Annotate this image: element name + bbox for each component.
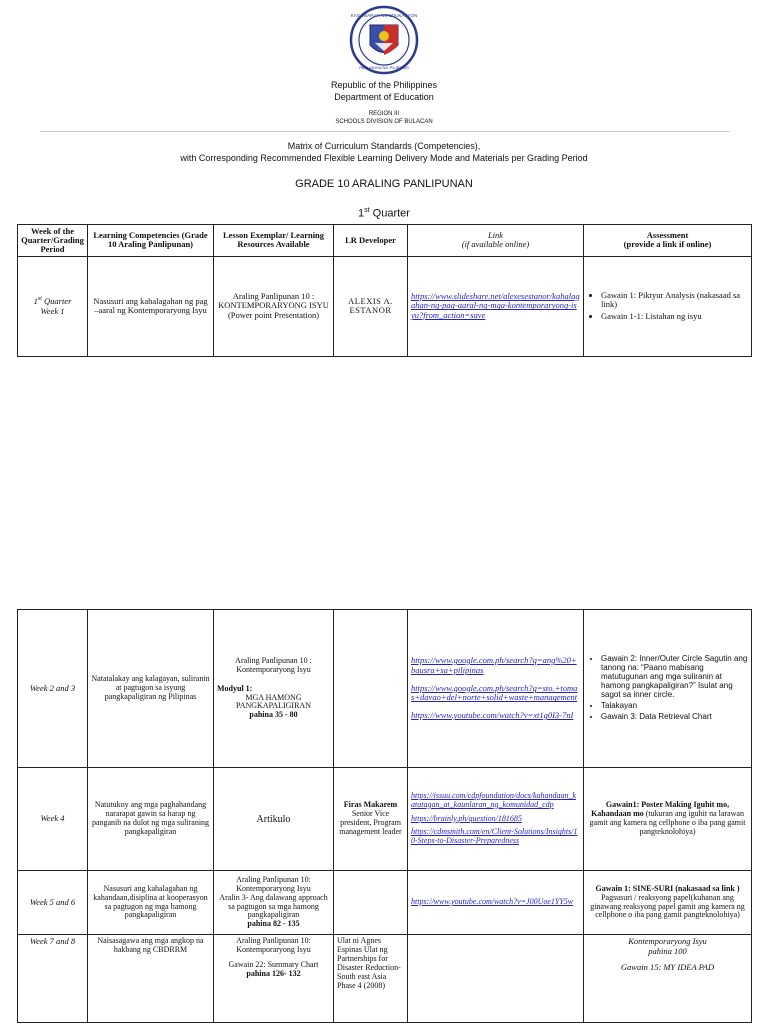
row3-developer-name: Firas Makarem xyxy=(343,800,398,810)
row3-competency: Natutukoy ang mga paghahandang nararapat gawin sa harap ng panganib na dulot ng mga suliraning pangkapaligiran xyxy=(88,768,214,871)
row5-assessment-line3: Gawain 15: MY IDEA PAD xyxy=(620,961,715,972)
row3-link[interactable]: https://issuu.com/cdpfoundation/docs/kahandaan_katatagan_at_kaunlaran_ng_komunidad_cdp xyxy=(411,790,577,809)
row2-module-title: MGA HAMONG PANGKAPALIGIRAN xyxy=(236,692,311,711)
row4-assessment-text: Pagsusuri / reaksyong papel(kuhanan ang ginawang reaksyong papel gamit ang kamera ng cellphone o iba pang gamit pangteknolohiya) xyxy=(590,892,745,920)
seal-bottom-text: REPUBLIKA NG PILIPINAS xyxy=(359,65,409,70)
header-assessment xyxy=(584,225,752,257)
row2-link[interactable]: https://www.youtube.com/watch?v=xt1g0I3-7nI xyxy=(411,710,574,721)
division-text: SCHOOLS DIVISION OF BULACAN xyxy=(335,119,433,125)
row1-assessment-item: • Gawain 1: Piktyur Analysis (nakasaad sa link) xyxy=(601,291,748,311)
row2-assessment-item: • Gawain 2: Inner/Outer Circle Sagutin ang tanong na: “Paano mabisang matutugunan ang mga suliranin at hamong pangkapaligiran?” Isulat ang sagot sa inner circle. xyxy=(601,655,748,700)
row5-assessment xyxy=(584,935,752,1023)
row2-week: Week 2 and 3 xyxy=(18,610,88,768)
row2-link[interactable]: https://www.google.com.ph/search?q=sto.+tomas+davao+del+norte+solid+waste+management xyxy=(411,682,578,703)
row4-competency: Nasusuri ang kahalagahan ng kahandaan,disiplina at kooperasyon sa pagtugon ng mga hamong pangkapaligiran xyxy=(88,871,214,935)
row2-assessment-item: • Talakayan xyxy=(601,702,748,711)
row4-link-cell xyxy=(408,871,584,935)
row4-assessment xyxy=(584,871,752,935)
row3-exemplar: Artikulo xyxy=(214,768,334,871)
row2-exemplar xyxy=(214,610,334,768)
department-text: Department of Education xyxy=(334,92,434,102)
row5-exemplar-line2: Gawain 22: Summary Chart xyxy=(228,959,319,969)
header-developer: LR Developer xyxy=(334,225,408,257)
row1-assessment xyxy=(584,256,752,356)
row3-assessment xyxy=(584,768,752,871)
row4-exemplar xyxy=(214,871,334,935)
row4-exemplar-line2: Aralin 3- Ang dalawang approach sa pagtugon sa mga hamong pangkapaligiran xyxy=(219,892,328,920)
header-link-sub: (if available online) xyxy=(461,239,530,250)
header-link-title: Link xyxy=(487,230,504,241)
row3-week: Week 4 xyxy=(18,768,88,871)
row3-link[interactable]: https://brainly.ph/question/181685 xyxy=(411,813,522,823)
table-row xyxy=(18,768,752,871)
header-competencies: Learning Competencies (Grade 10 Araling Panlipunan) xyxy=(88,225,214,257)
table-header-row xyxy=(18,225,752,257)
row5-pages: pahina 126- 132 xyxy=(246,968,301,978)
republic-text: Republic of the Philippines xyxy=(330,80,438,90)
quarter-number: 1 xyxy=(358,207,365,220)
header-divider xyxy=(40,131,730,132)
table-row xyxy=(18,610,752,768)
row2-link[interactable]: https://www.google.com.ph/search?q=ang%20+bausra+sa+pilipinas xyxy=(411,655,577,675)
competency-table-q1 xyxy=(17,224,752,357)
row5-link-cell xyxy=(408,935,584,1023)
row5-exemplar xyxy=(214,935,334,1023)
table-row xyxy=(18,935,752,1023)
row1-week: 1st Quarter Week 1 xyxy=(18,256,88,356)
header-assessment-sub: (provide a link if online) xyxy=(623,239,712,250)
row5-competency: Naisasagawa ang mga angkop na hakbang ng CBDRRM xyxy=(88,935,214,1023)
row2-links xyxy=(408,610,584,768)
row4-link[interactable]: https://www.youtube.com/watch?v=J00Uoe1YY5w xyxy=(411,897,574,907)
deped-seal xyxy=(339,5,429,75)
row3-developer xyxy=(334,768,408,871)
row2-exemplar-line1: Araling Panlipunan 10 : Kontemporaryong Isyu xyxy=(235,655,312,674)
row2-assessment xyxy=(584,610,752,768)
header-assessment-title: Assessment xyxy=(646,230,689,241)
competency-table-continued xyxy=(17,609,752,1023)
row5-assessment-line1: Kontemporaryong Isyu xyxy=(628,936,707,946)
row5-developer: Ulat ni Agnes Espinas Ulat ng Partnerships for Disaster Reduction-South east Asia Phase 4 (2008) xyxy=(334,935,408,1023)
row3-link[interactable]: https://cdmsmith.com/en/Client-Solutions/Insights/10-Steps-to-Disaster-Preparedness xyxy=(411,827,578,846)
region-text: REGION III xyxy=(368,111,400,117)
row4-exemplar-line1: Araling Panlipunan 10: Kontemporaryong Isyu xyxy=(236,874,311,893)
row2-module-label: Modyul 1: xyxy=(217,683,253,693)
row4-week: Week 5 and 6 xyxy=(18,871,88,935)
row5-assessment-line2: pahina 100 xyxy=(648,945,687,956)
header-link xyxy=(408,225,584,257)
header-exemplar: Lesson Exemplar/ Learning Resources Available xyxy=(214,225,334,257)
row2-assessment-item: • Gawain 3: Data Retrieval Chart xyxy=(601,713,748,722)
row5-exemplar-line1: Araling Panlipunan 10: Kontemporaryong Isyu xyxy=(236,936,311,954)
row3-assessment-text: (tukuran ang iguhit na larawan gamit ang kamera ng cellphone o iba pang gamit pangteknolohiya) xyxy=(589,809,746,836)
row1-competency: Nasusuri ang kahalagahan ng pag –aaral ng Kontemporaryong Isyu xyxy=(88,256,214,356)
row3-assessment-title: Gawain1: Poster Making Iguhit mo, Kahandaan mo xyxy=(591,800,730,819)
header-week: Week of the Quarter/Grading Period xyxy=(18,225,88,257)
table-row xyxy=(18,256,752,356)
table-row xyxy=(18,871,752,935)
row4-assessment-title: Gawain 1: SINE-SURI (nakasaad sa link ) xyxy=(595,883,740,893)
quarter-sup: st xyxy=(364,207,370,214)
matrix-line-1: Matrix of Curriculum Standards (Competencies), xyxy=(287,141,481,151)
quarter-word: Quarter xyxy=(372,207,410,220)
row1-exemplar: Araling Panlipunan 10 : KONTEMPORARYONG ISYU (Power point Presentation) xyxy=(214,256,334,356)
row2-pages: pahina 35 - 80 xyxy=(249,710,298,720)
row4-pages: pahina 82 - 135 xyxy=(247,919,300,929)
row1-assessment-item: • Gawain 1-1: Listahan ng isyu xyxy=(601,312,748,322)
row1-link[interactable]: https://www.slideshare.net/alexesestanor/kahalagahan-ng-pag-aaral-ng-mga-kontemporaryong-isyu?from_action=save xyxy=(411,290,580,321)
row1-link-cell xyxy=(408,256,584,356)
seal-ring-text: KAGAWARAN NG EDUKASYON xyxy=(350,13,418,18)
quarter-title xyxy=(0,207,768,220)
row1-developer: ALEXIS A. ESTANOR xyxy=(334,256,408,356)
row3-developer-role: Senior Vice president, Program management leader xyxy=(339,809,402,836)
row3-links xyxy=(408,768,584,871)
grade-title: GRADE 10 ARALING PANLIPUNAN xyxy=(295,178,473,190)
matrix-line-2: with Corresponding Recommended Flexible Learning Delivery Mode and Materials per Grading Period xyxy=(180,153,588,163)
row2-competency: Natatalakay ang kalagayan, suliranin at pagtugon sa isyung pangkapaligiran ng Pilipinas xyxy=(88,610,214,768)
row5-week: Week 7 and 8 xyxy=(18,935,88,1023)
row4-developer xyxy=(334,871,408,935)
row2-developer xyxy=(334,610,408,768)
